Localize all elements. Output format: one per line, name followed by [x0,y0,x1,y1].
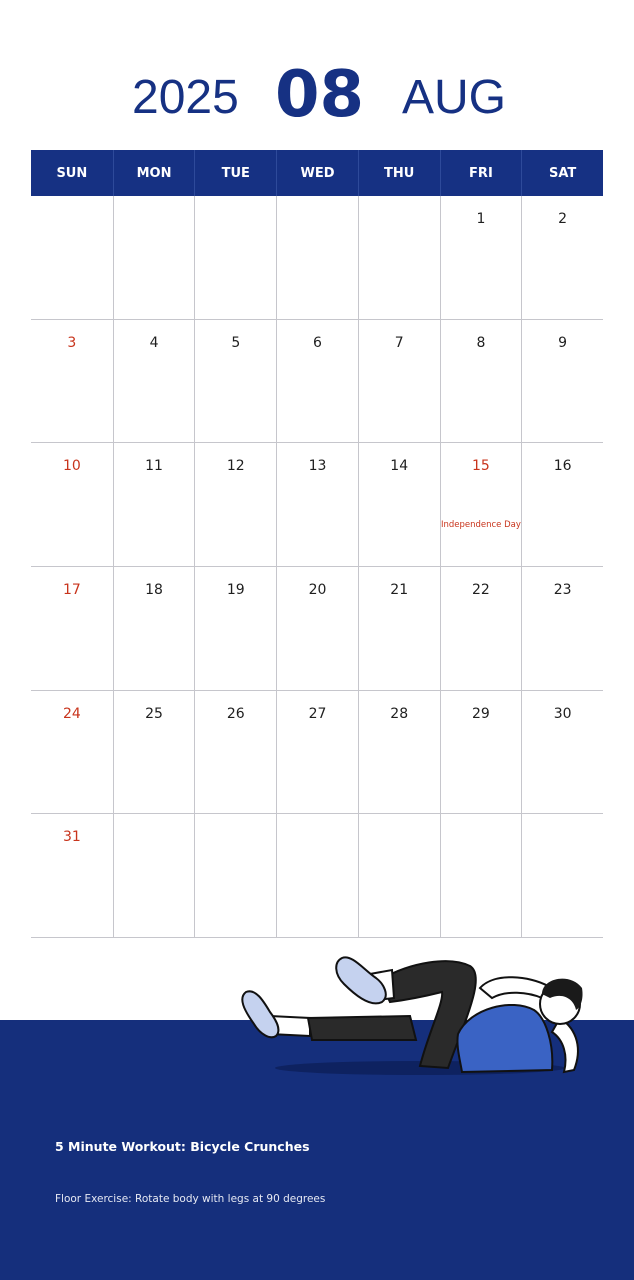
calendar [31,150,603,938]
day-cell[interactable] [31,320,113,444]
day-cell[interactable] [276,196,358,320]
day-number: 26 [226,705,245,722]
day-number: 27 [308,705,327,722]
day-cell[interactable] [358,443,440,567]
day-number: 11 [145,458,163,475]
day-cell[interactable] [113,691,195,815]
day-cell[interactable] [440,567,522,691]
day-label: 08 [275,58,365,132]
day-number: 6 [313,334,322,351]
day-cell[interactable] [31,567,113,691]
day-number: 3 [67,334,77,351]
day-number: 19 [226,582,245,599]
day-cell[interactable] [521,567,603,691]
day-cell[interactable] [440,320,522,444]
day-number: 9 [558,334,568,351]
holiday-label: Independence Day [440,520,521,531]
weekday-sat: SAT [521,150,603,196]
day-cell[interactable] [113,567,195,691]
shoe-back-icon [242,991,278,1037]
calendar-header [0,58,634,138]
day-cell[interactable] [113,443,195,567]
day-cell[interactable] [358,320,440,444]
day-cell[interactable] [31,814,113,938]
day-number: 7 [394,334,404,351]
workout-description: Floor Exercise: Rotate body with legs at 90 degrees [55,1193,326,1205]
day-cell[interactable] [276,814,358,938]
weekday-wed: WED [276,150,358,196]
day-cell[interactable] [521,691,603,815]
weekday-tue: TUE [194,150,276,196]
shoe-front-icon [336,957,386,1003]
day-cell[interactable] [113,814,195,938]
day-number: 31 [62,829,81,846]
day-cell[interactable] [276,691,358,815]
day-cell[interactable] [521,320,603,444]
weekday-thu: THU [358,150,440,196]
day-number: 12 [226,458,245,475]
day-cell[interactable] [194,814,276,938]
day-number: 14 [390,458,409,475]
day-number: 18 [145,582,163,599]
day-number: 24 [62,705,81,722]
workout-title: 5 Minute Workout: Bicycle Crunches [55,1139,310,1154]
day-number: 29 [472,705,490,722]
day-cell[interactable] [358,196,440,320]
day-cell[interactable] [113,320,195,444]
year-label: 2025 [132,71,239,124]
weekday-sun: SUN [56,165,88,181]
day-cell[interactable] [31,691,113,815]
day-number: 30 [553,705,572,722]
day-cell[interactable] [31,443,113,567]
day-cell[interactable] [358,691,440,815]
day-number: 23 [553,582,572,599]
bicycle-crunch-illustration [230,948,610,1088]
weekday-fri: FRI [440,150,522,196]
day-number: 21 [390,582,409,599]
month-label: AUG [402,71,507,124]
day-cell[interactable] [358,814,440,938]
day-number: 1 [476,211,486,227]
day-cell[interactable] [276,320,358,444]
day-cell[interactable] [440,691,522,815]
day-number: 22 [472,582,490,599]
day-cell[interactable] [440,443,522,567]
day-number: 13 [308,458,327,475]
day-number: 10 [62,458,81,475]
day-cell[interactable] [440,814,522,938]
day-number: 5 [231,334,241,351]
day-cell[interactable] [194,443,276,567]
day-grid [31,196,603,938]
day-cell[interactable] [440,196,522,320]
day-cell[interactable] [194,691,276,815]
day-cell[interactable] [521,814,603,938]
day-cell[interactable] [358,567,440,691]
day-number: 16 [553,458,572,475]
day-number: 15 [472,458,490,475]
day-cell[interactable] [521,196,603,320]
day-number: 8 [476,334,486,351]
day-cell[interactable] [113,196,195,320]
day-number: 20 [308,582,327,599]
weekday-header-row [31,150,603,196]
day-cell[interactable] [194,567,276,691]
day-cell[interactable] [194,196,276,320]
day-cell[interactable] [276,443,358,567]
day-cell[interactable] [194,320,276,444]
day-cell[interactable] [31,196,113,320]
day-number: 17 [62,582,81,599]
day-number: 28 [390,705,409,722]
day-cell[interactable] [276,567,358,691]
day-number: 4 [149,334,159,351]
day-number: 2 [558,211,568,227]
day-number: 25 [145,705,163,722]
weekday-mon: MON [113,150,195,196]
day-cell[interactable] [521,443,603,567]
